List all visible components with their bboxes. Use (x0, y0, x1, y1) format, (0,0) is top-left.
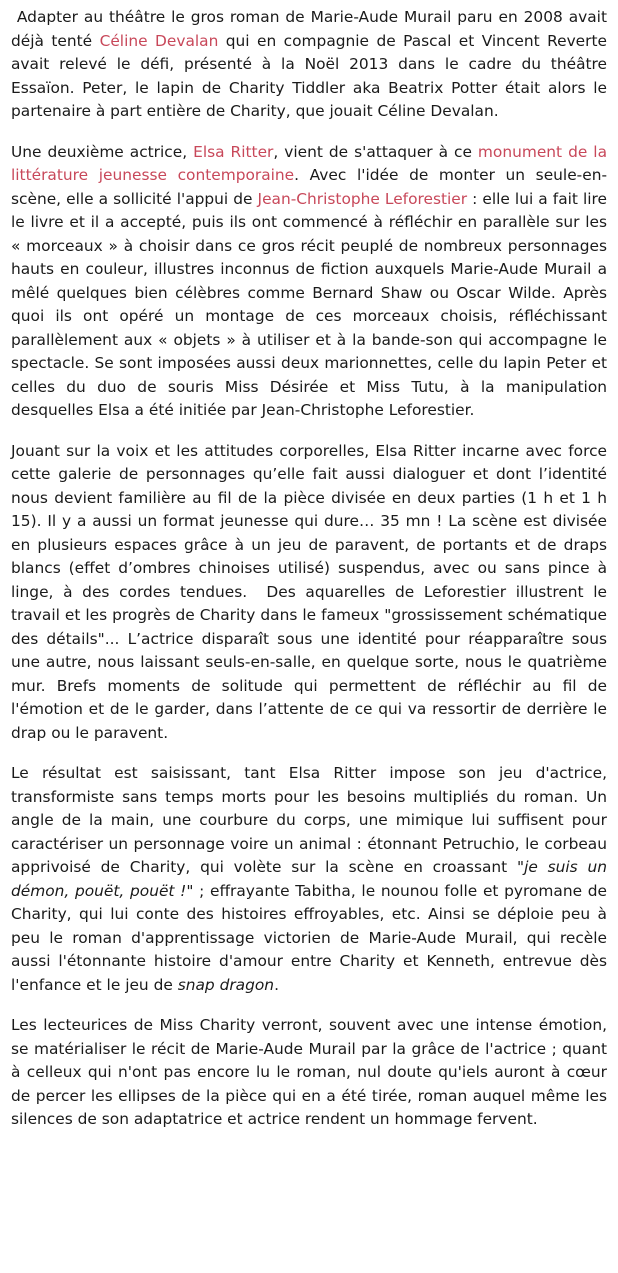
paragraph-1 (11, 6, 607, 124)
paragraph-4-text-1: Le résultat est saisissant, tant Elsa Ritter impose son jeu d'actrice, transformiste sans temps morts pour les besoins multipliés du roman. Un angle de la main, une courbure du corps, une mimique lui suffisent pour caractériser un personnage voire un animal : étonnant Petruchio, le corbeau apprivoisé de Charity, qui volète sur la scène en croassant (11, 764, 607, 876)
paragraph-2-text-3: . Avec l'idée de monter un seule-en-scène, elle a sollicité l'appui de (11, 166, 607, 208)
paragraph-4 (11, 762, 607, 997)
link-elsa-ritter[interactable]: Elsa Ritter (193, 142, 274, 161)
paragraph-4-text-3: . (274, 975, 279, 994)
paragraph-2-text-2: , vient de s'attaquer à ce (273, 142, 478, 161)
link-jean-christophe-leforestier[interactable]: Jean-Christophe Leforestier (257, 189, 468, 208)
paragraph-2 (11, 141, 607, 423)
paragraph-5 (11, 1014, 607, 1132)
paragraph-4-text-2: ; effrayante Tabitha, le nounou folle et pyromane de Charity, qui lui conte des histoires effroyables, etc. Ainsi se déploie peu à peu le roman d'apprentissage victorien de Marie-Aude Murail, qui recèle aussi l'étonnante histoire d'amour entre Charity et Kenneth, entrevue dès l'enfance et le jeu de (11, 881, 607, 994)
paragraph-2-text-4: : elle lui a fait lire le livre et il a accepté, puis ils ont commencé à réfléchir en parallèle sur les « morceaux » à choisir dans ce gros récit peuplé de nombreux personnages hauts en couleur, illustres inconnus de fiction auxquels Marie-Aude Murail a mêlé quelques bien célèbres comme Bernard Shaw ou Oscar Wilde. Après quoi ils ont opéré un montage de ces morceaux choisis, réfléchissant parallèlement aux « objets » à utiliser et à la bande-son qui accompagne le spectacle. Se sont imposées aussi deux marionnettes, celle du lapin Peter et celles du duo de souris Miss Désirée et Miss Tutu, à la manipulation desquelles Elsa a été initiée par Jean-Christophe Leforestier. (11, 189, 607, 419)
snap-dragon-term: snap dragon (177, 975, 275, 994)
link-monument-litterature-jeunesse[interactable]: monument de la littérature jeunesse contemporaine (11, 142, 607, 184)
paragraph-1-text-1: Adapter au théâtre le gros roman de Marie-Aude Murail paru en 2008 avait déjà tenté (11, 8, 607, 50)
quote-petruchio: "je suis un démon, pouët, pouët !" (11, 858, 607, 900)
paragraph-5-text-1: Les lecteurices de Miss Charity verront, souvent avec une intense émotion, se matérialiser le récit de Marie-Aude Murail par la grâce de l'actrice ; quant à celleux qui n'ont pas encore lu le roman, nul doute qu'iels auront à cœur de percer les ellipses de la pièce qui en a été tirée, roman auquel même les silences de son adaptatrice et actrice rendent un hommage fervent. (11, 1016, 607, 1128)
paragraph-3-text-1: Jouant sur la voix et les attitudes corporelles, Elsa Ritter incarne avec force cette galerie de personnages qu’elle fait aussi dialoguer et dont l’identité nous devient familière au fil de la pièce divisée en deux parties (1 h et 1 h 15). Il y a aussi un format jeunesse qui dure… 35 mn ! La scène est divisée en plusieurs espaces grâce à un jeu de paravent, de portants et de draps blancs (effet d’ombres chinoises utilisé) suspendus, avec ou sans pince à linge, à des cordes tendues. Des aquarelles de Leforestier illustrent le travail et les progrès de Charity dans le fameux "grossissement schématique des détails"... L’actrice disparaît sous une identité pour réapparaître sous une autre, nous laissant seuls-en-salle, en quelque sorte, nous le quatrième mur. Brefs moments de solitude qui permettent de réfléchir au fil de l'émotion et de le garder, dans l’attente de ce qui va ressortir de derrière le drap ou le paravent. (11, 441, 607, 742)
link-celine-devalan[interactable]: Céline Devalan (99, 31, 219, 50)
paragraph-2-text-1: Une deuxième actrice, (11, 142, 194, 161)
paragraph-3 (11, 440, 607, 746)
paragraph-1-text-2: qui en compagnie de Pascal et Vincent Reverte avait relevé le défi, présenté à la Noël 2013 dans le cadre du théâtre Essaïon. Peter, le lapin de Charity Tiddler aka Beatrix Potter était alors le partenaire à part entière de Charity, que jouait Céline Devalan. (11, 31, 607, 120)
